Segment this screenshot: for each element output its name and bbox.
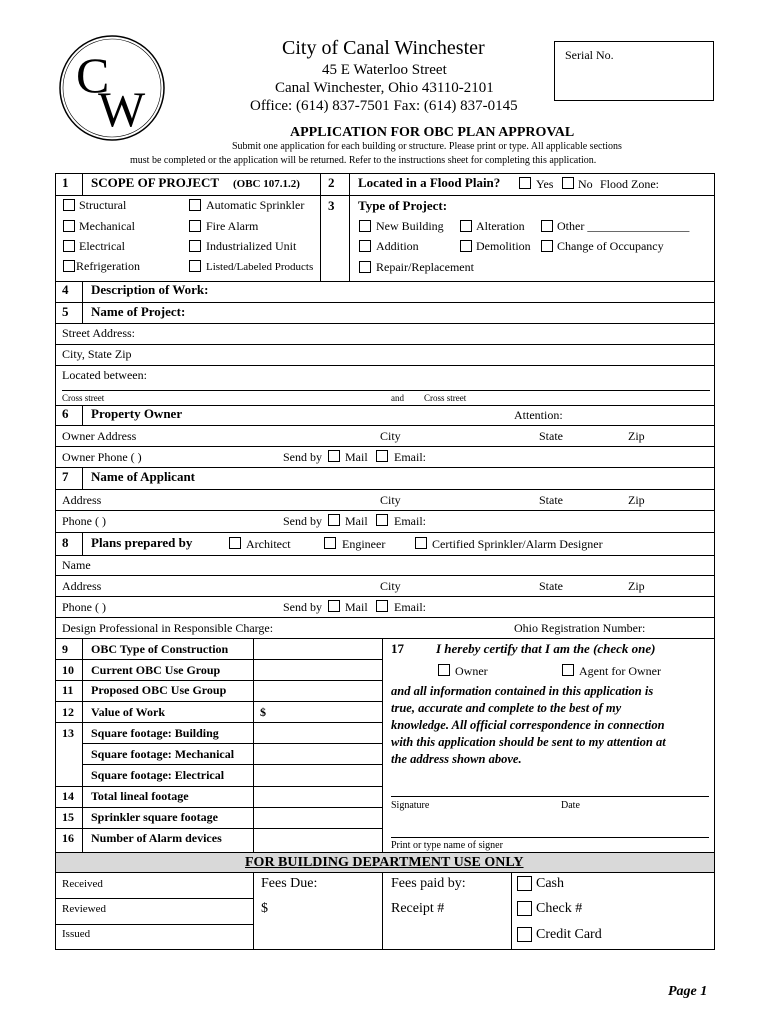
new-building-label: New Building (376, 219, 444, 233)
certify-agent-label: Agent for Owner (579, 664, 661, 678)
attention-field[interactable]: Attention: (514, 408, 563, 422)
row14-number: 14 (62, 789, 74, 803)
applicant-address-field[interactable]: Address (62, 493, 102, 507)
name-of-project-label[interactable]: Name of Project: (91, 304, 186, 319)
structural-label: Structural (79, 198, 127, 212)
preparer-address-field[interactable]: Address (62, 579, 102, 593)
preparer-zip-field[interactable]: Zip (628, 579, 645, 593)
owner-mail-label: Mail (345, 450, 368, 464)
preparer-email-checkbox[interactable] (376, 600, 388, 612)
section3-number: 3 (328, 198, 335, 213)
row15-label: Sprinkler square footage (91, 810, 218, 824)
ohio-registration-field[interactable]: Ohio Registration Number: (514, 621, 646, 635)
engineer-checkbox[interactable] (324, 537, 336, 549)
flood-yes-label: Yes (536, 177, 554, 191)
fees-paid-by-label: Fees paid by: (391, 876, 466, 891)
signature-line[interactable] (391, 796, 709, 797)
svg-text:C: C (76, 47, 110, 103)
section17-number: 17 (391, 641, 404, 656)
reviewed-field[interactable]: Reviewed (62, 903, 106, 915)
row16-number: 16 (62, 831, 74, 845)
flood-no-checkbox[interactable] (562, 177, 574, 189)
flood-plain-label: Located in a Flood Plain? (358, 175, 501, 190)
serial-number-box[interactable] (554, 41, 714, 101)
section7-number: 7 (62, 469, 69, 484)
certified-designer-checkbox[interactable] (415, 537, 427, 549)
fees-due-field[interactable]: $ (261, 901, 268, 916)
check-checkbox[interactable] (517, 901, 532, 916)
cross-street-2-label: Cross street (424, 393, 467, 403)
listed-labeled-label: Listed/Labeled Products (206, 261, 314, 273)
refrigeration-label: Refrigeration (76, 259, 140, 273)
received-field[interactable]: Received (62, 878, 103, 890)
industrialized-unit-label: Industrialized Unit (206, 239, 297, 253)
owner-state-field[interactable]: State (539, 429, 563, 443)
preparer-state-field[interactable]: State (539, 579, 563, 593)
row14-label: Total lineal footage (91, 789, 189, 803)
city-logo (58, 34, 166, 142)
electrical-label: Electrical (79, 239, 125, 253)
row10-label: Current OBC Use Group (91, 663, 221, 677)
svg-text:W: W (98, 81, 146, 137)
alteration-label: Alteration (476, 219, 525, 233)
preparer-name-field[interactable]: Name (62, 558, 91, 572)
signature-label: Signature (391, 800, 430, 811)
applicant-email-checkbox[interactable] (376, 514, 388, 526)
fire-alarm-label: Fire Alarm (206, 219, 259, 233)
applicant-email-field[interactable]: Email: (394, 514, 426, 528)
applicant-zip-field[interactable]: Zip (628, 493, 645, 507)
row15-number: 15 (62, 810, 74, 824)
section1-number: 1 (62, 175, 69, 190)
instructions-line2: must be completed or the application will be returned. Refer to the instructions sheet for completing this application. (130, 155, 597, 166)
print-name-label: Print or type name of signer (391, 840, 503, 851)
row11-number: 11 (62, 683, 74, 697)
new-building-checkbox[interactable] (359, 220, 371, 232)
certify-paragraph-line4: with this application should be sent to my attention at (391, 735, 666, 749)
cash-label: Cash (536, 876, 564, 891)
plans-prepared-by-title: Plans prepared by (91, 535, 193, 550)
certify-paragraph-line3: knowledge. All official correspondence in connection (391, 718, 665, 732)
row13-label: Square footage: Building (91, 726, 219, 740)
applicant-mail-label: Mail (345, 514, 368, 528)
preparer-send-by-label: Send by (283, 600, 322, 614)
date-label: Date (561, 800, 580, 811)
description-of-work-label[interactable]: Description of Work: (91, 282, 209, 297)
city-state-zip-field[interactable]: City, State Zip (62, 347, 132, 361)
industrialized-unit-checkbox[interactable] (189, 240, 201, 252)
listed-labeled-checkbox[interactable] (189, 260, 201, 272)
street-address-field[interactable]: Street Address: (62, 326, 135, 340)
credit-card-label: Credit Card (536, 927, 602, 942)
type-of-project-title: Type of Project: (358, 198, 448, 213)
flood-yes-checkbox[interactable] (519, 177, 531, 189)
refrigeration-checkbox[interactable] (63, 260, 75, 272)
engineer-label: Engineer (342, 537, 386, 551)
owner-mail-checkbox[interactable] (328, 450, 340, 462)
print-name-line[interactable] (391, 837, 709, 838)
section5-number: 5 (62, 304, 69, 319)
other-checkbox[interactable] (541, 220, 553, 232)
applicant-city-field[interactable]: City (380, 493, 401, 507)
row13-number: 13 (62, 726, 74, 740)
property-owner-title: Property Owner (91, 406, 183, 421)
instructions-line1: Submit one application for each building or structure. Please print or type. All applicable sections (232, 141, 622, 152)
automatic-sprinkler-checkbox[interactable] (189, 199, 201, 211)
owner-email-checkbox[interactable] (376, 450, 388, 462)
owner-phone-field[interactable]: Owner Phone ( ) (62, 450, 142, 464)
certify-paragraph-line2: true, accurate and complete to the best of my (391, 701, 622, 715)
row10-number: 10 (62, 663, 74, 677)
value-of-work-field[interactable]: $ (260, 705, 266, 719)
fees-due-label: Fees Due: (261, 876, 318, 891)
applicant-state-field[interactable]: State (539, 493, 563, 507)
serial-number-label: Serial No. (565, 48, 614, 62)
architect-label: Architect (246, 537, 291, 551)
design-professional-field[interactable]: Design Professional in Responsible Charge: (62, 621, 274, 635)
certify-statement: I hereby certify that I am the (check one) (436, 641, 656, 656)
city-name: City of Canal Winchester (282, 37, 485, 59)
name-of-applicant-title[interactable]: Name of Applicant (91, 469, 195, 484)
flood-zone-label: Flood Zone: (600, 177, 659, 191)
issued-field[interactable]: Issued (62, 928, 91, 940)
row16-label: Number of Alarm devices (91, 831, 222, 845)
row12-number: 12 (62, 705, 74, 719)
row9-number: 9 (62, 642, 68, 656)
applicant-mail-checkbox[interactable] (328, 514, 340, 526)
flood-no-label: No (578, 177, 593, 191)
form-title: APPLICATION FOR OBC PLAN APPROVAL (290, 125, 575, 140)
architect-checkbox[interactable] (229, 537, 241, 549)
section1-title: SCOPE OF PROJECT (91, 175, 220, 190)
certify-owner-label: Owner (455, 664, 488, 678)
addition-checkbox[interactable] (359, 240, 371, 252)
preparer-city-field[interactable]: City (380, 579, 401, 593)
row11-label: Proposed OBC Use Group (91, 683, 227, 697)
preparer-phone-field[interactable]: Phone ( ) (62, 600, 106, 614)
owner-address-field[interactable]: Owner Address (62, 429, 137, 443)
sqft-mechanical-label: Square footage: Mechanical (91, 747, 235, 761)
cross-and-label: and (391, 393, 404, 403)
mechanical-label: Mechanical (79, 219, 135, 233)
owner-city-field[interactable]: City (380, 429, 401, 443)
row9-label: OBC Type of Construction (91, 642, 229, 656)
dept-use-title: FOR BUILDING DEPARTMENT USE ONLY (245, 855, 524, 870)
cash-checkbox[interactable] (517, 876, 532, 891)
section4-number: 4 (62, 282, 69, 297)
alteration-checkbox[interactable] (460, 220, 472, 232)
other-label: Other _________________ (557, 219, 690, 233)
sqft-electrical-label: Square footage: Electrical (91, 768, 225, 782)
addition-label: Addition (376, 239, 419, 253)
receipt-number-field[interactable]: Receipt # (391, 901, 445, 916)
repair-replacement-label: Repair/Replacement (376, 260, 474, 274)
preparer-mail-label: Mail (345, 600, 368, 614)
structural-checkbox[interactable] (63, 199, 75, 211)
city-phone-fax: Office: (614) 837-7501 Fax: (614) 837-0145 (250, 98, 518, 114)
city-address-line1: 45 E Waterloo Street (322, 62, 447, 78)
demolition-checkbox[interactable] (460, 240, 472, 252)
section6-number: 6 (62, 406, 69, 421)
change-of-occupancy-label: Change of Occupancy (557, 239, 664, 253)
section2-number: 2 (328, 175, 335, 190)
owner-email-field[interactable]: Email: (394, 450, 426, 464)
fire-alarm-checkbox[interactable] (189, 220, 201, 232)
located-between-field[interactable]: Located between: (62, 368, 147, 382)
automatic-sprinkler-label: Automatic Sprinkler (206, 198, 305, 212)
city-address-line2: Canal Winchester, Ohio 43110-2101 (275, 80, 494, 96)
certify-paragraph-line1: and all information contained in this application is (391, 684, 654, 698)
mechanical-checkbox[interactable] (63, 220, 75, 232)
check-number-label: Check # (536, 901, 583, 916)
repair-replacement-checkbox[interactable] (359, 261, 371, 273)
row12-label: Value of Work (91, 705, 166, 719)
owner-zip-field[interactable]: Zip (628, 429, 645, 443)
electrical-checkbox[interactable] (63, 240, 75, 252)
preparer-mail-checkbox[interactable] (328, 600, 340, 612)
preparer-email-field[interactable]: Email: (394, 600, 426, 614)
section1-ref: (OBC 107.1.2) (233, 178, 300, 190)
page-number: Page 1 (668, 984, 708, 999)
demolition-label: Demolition (476, 239, 531, 253)
credit-card-checkbox[interactable] (517, 927, 532, 942)
certify-owner-checkbox[interactable] (438, 664, 450, 676)
applicant-send-by-label: Send by (283, 514, 322, 528)
certify-paragraph-line5: the address shown above. (391, 752, 522, 766)
owner-send-by-label: Send by (283, 450, 322, 464)
certify-agent-checkbox[interactable] (562, 664, 574, 676)
certified-designer-label: Certified Sprinkler/Alarm Designer (432, 537, 603, 551)
cross-street-1-label: Cross street (62, 393, 105, 403)
applicant-phone-field[interactable]: Phone ( ) (62, 514, 106, 528)
change-of-occupancy-checkbox[interactable] (541, 240, 553, 252)
section8-number: 8 (62, 535, 69, 550)
